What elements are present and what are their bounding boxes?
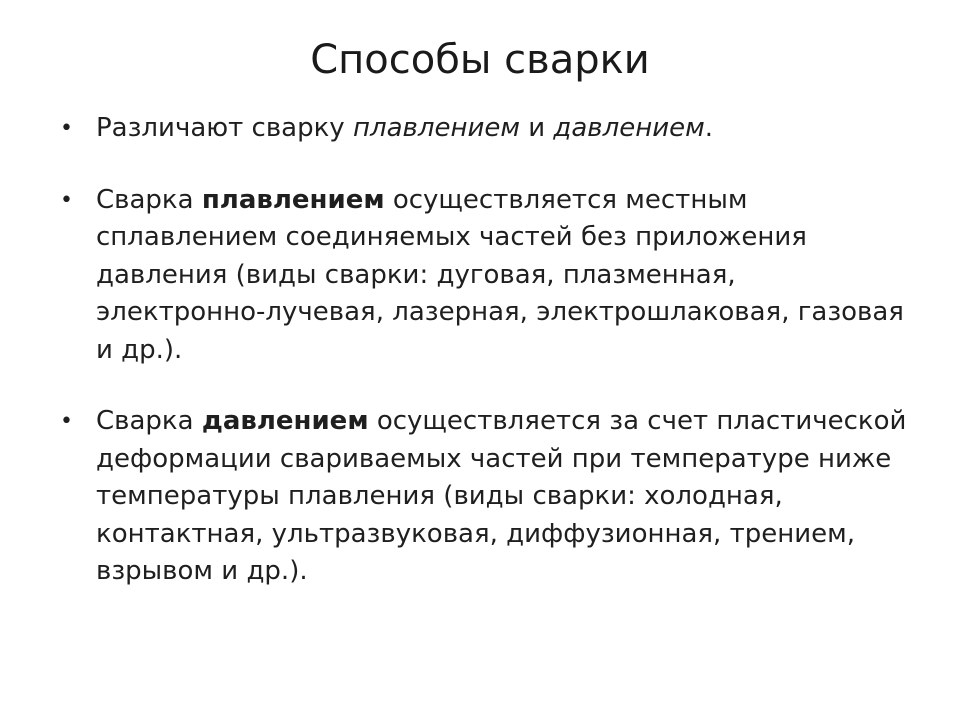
bullet-marker: • <box>60 187 73 213</box>
text-segment: Различают сварку <box>96 113 353 143</box>
bullet-marker: • <box>60 116 73 141</box>
bullet-marker: • <box>60 409 73 434</box>
bullet-item-pressure-welding <box>60 403 910 591</box>
text-segment: и <box>519 113 554 143</box>
slide-title: Способы сварки <box>310 37 650 83</box>
italic-term-pressure: давлением <box>553 113 705 143</box>
italic-term-fusion: плавлением <box>352 113 520 143</box>
bullet-list <box>60 110 910 625</box>
bullet-text <box>96 182 910 370</box>
text-segment: . <box>704 113 714 143</box>
bullet-item-fusion-welding <box>60 182 910 370</box>
bullet-text <box>96 403 910 591</box>
bullet-text <box>96 110 910 148</box>
bold-term-fusion: плавлением <box>201 184 385 215</box>
bullet-item-welding-types <box>60 110 910 148</box>
text-segment: Сварка <box>96 184 202 215</box>
text-segment: осуществляется за счет пластической деформации свариваемых частей при температуре ниже температуры плавления (виды сварки: холодная, контактная, ультразвуковая, диффузионная, трением, взрывом и др.). <box>96 406 907 586</box>
bold-term-pressure: давлением <box>201 406 369 436</box>
text-segment: Сварка <box>96 406 202 436</box>
text-segment: осуществляется местным сплавлением соединяемых частей без приложения давления (виды сварки: дуговая, плазменная, электронно-лучевая, лазерная, электрошлаковая, газовая и др.). <box>96 184 904 365</box>
